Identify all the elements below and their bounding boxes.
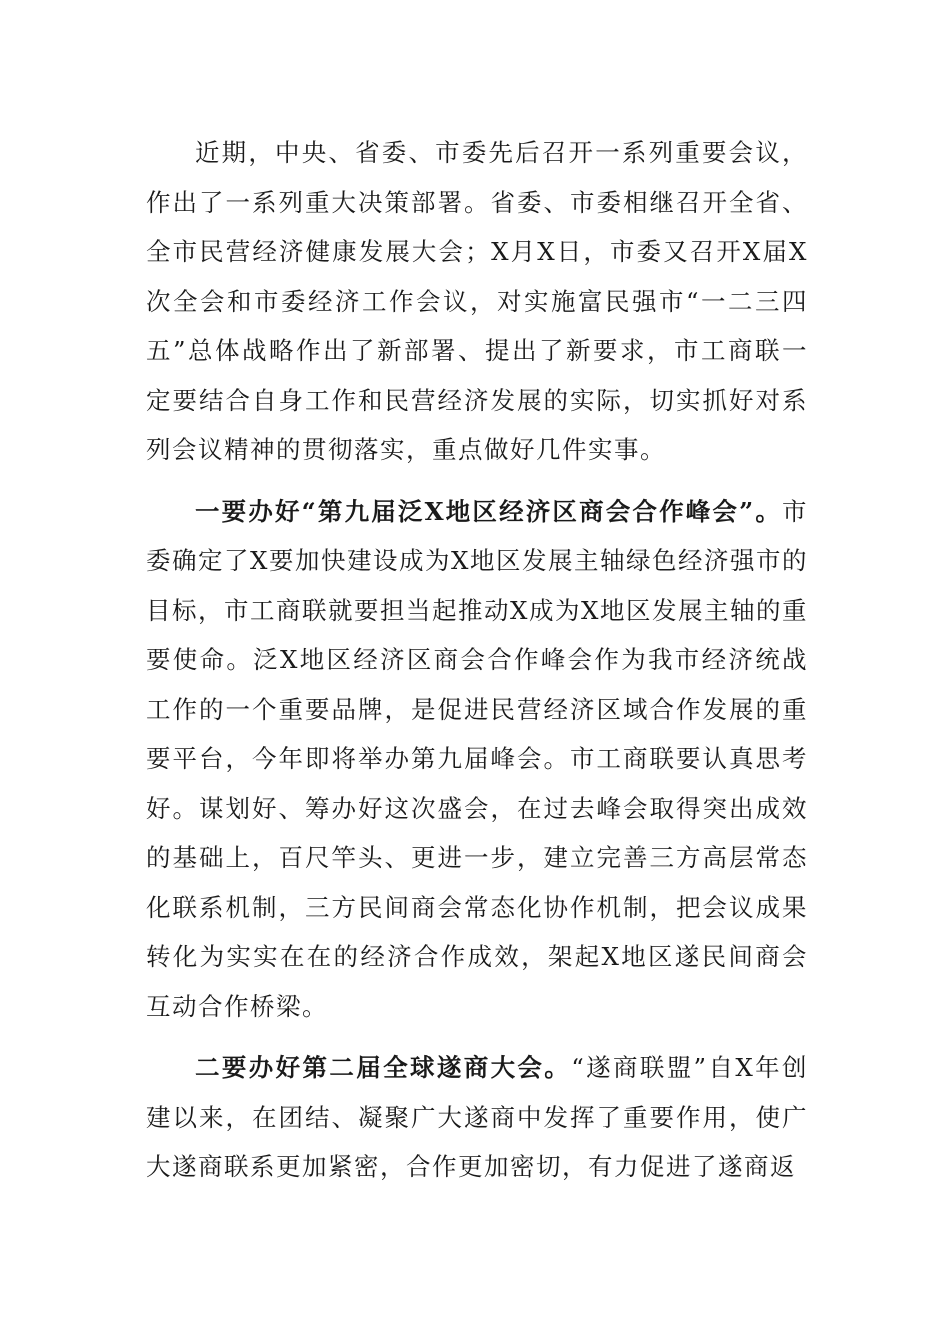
document-page (146, 128, 808, 1192)
paragraph-text: “遂商联盟”自X年创建以来，在团结、凝聚广大遂商中发挥了重要作用，使广大遂商联系更加紧密，合作更加密切，有力促进了遂商返 (146, 1053, 809, 1181)
paragraph-intro (146, 128, 808, 475)
paragraph-summit (146, 487, 808, 1032)
paragraph-lead: 一要办好“第九届泛X地区经济区商会合作峰会”。 (195, 496, 782, 526)
paragraph-conference (146, 1043, 808, 1192)
paragraph-text: 市委确定了X要加快建设成为X地区发展主轴绿色经济强市的目标，市工商联就要担当起推动X成为X地区发展主轴的重要使命。泛X地区经济区商会合作峰会作为我市经济统战工作的一个重要品牌，是促进民营经济区域合作发展的重要平台，今年即将举办第九届峰会。市工商联要认真思考好。谋划好、筹办好这次盛会，在过去峰会取得突出成效的基础上，百尺竿头、更进一步，建立完善三方高层常态化联系机制，三方民间商会常态化协作机制，把会议成果转化为实实在在的经济合作成效，架起X地区遂民间商会互动合作桥梁。 (146, 496, 808, 1021)
paragraph-lead: 二要办好第二届全球遂商大会。 (195, 1053, 572, 1082)
paragraph-text: 近期，中央、省委、市委先后召开一系列重要会议，作出了一系列重大决策部署。省委、市委相继召开全省、全市民营经济健康发展大会；X月X日，市委又召开X届X次全会和市委经济工作会议，对实施富民强市“一二三四五”总体战略作出了新部署、提出了新要求，市工商联一定要结合自身工作和民营经济发展的实际，切实抓好对系列会议精神的贯彻落实，重点做好几件实事。 (146, 138, 808, 464)
